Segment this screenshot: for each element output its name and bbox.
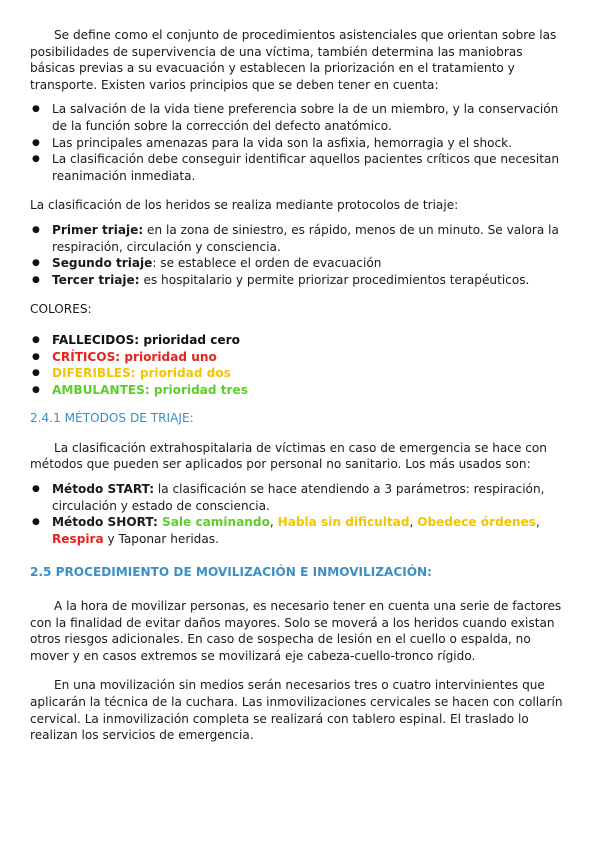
triage-intro: La clasificación de los heridos se realiza mediante protocolos de triaje: xyxy=(30,198,459,213)
principles-list xyxy=(30,101,570,184)
method-text: la clasificación se hace atendiendo a 3 parámetros: respiración, circulación y estado de consciencia. xyxy=(52,482,545,513)
methods-list xyxy=(30,481,570,547)
color-label: CRÍTICOS: prioridad uno xyxy=(52,349,217,364)
color-item xyxy=(30,332,570,349)
section-heading-2-4-1: 2.4.1 MÉTODOS DE TRIAJE: xyxy=(30,411,194,426)
paragraph: A la hora de movilizar personas, es necesario tener en cuenta una serie de factores con la finalidad de evitar daños mayores. Solo se moverá a los heridos cuando existan otros riesgos adicionales. En caso de sospecha de lesión en el cuello o espalda, no mover y en casos extremos se movilizará eje cabeza-cuello-tronco rígido. xyxy=(30,599,562,663)
color-item xyxy=(30,349,570,366)
section-heading-2-5: 2.5 PROCEDIMIENTO DE MOVILIZACIÓN E INMOVILIZACIÓN: xyxy=(30,565,432,580)
triage-text: es hospitalario y permite priorizar procedimientos terapéuticos. xyxy=(139,272,530,287)
short-step: Obedece órdenes xyxy=(417,515,536,530)
list-item xyxy=(30,272,570,289)
methods-intro: La clasificación extrahospitalaria de víctimas en caso de emergencia se hace con métodos que pueden ser aplicados por personal no sanitario. Los más usados son: xyxy=(30,440,547,472)
color-item xyxy=(30,365,570,382)
method-term: Método SHORT: xyxy=(52,515,163,530)
short-step: Sale caminando xyxy=(162,515,270,530)
paragraph: En una movilización sin medios serán necesarios tres o cuatro intervinientes que aplicarán la técnica de la cuchara. Las inmovilizaciones cervicales se hacen con collarín cervical. La inmovilización completa se realizará con tablero espinal. El traslado lo realizan los servicios de emergencia. xyxy=(30,678,563,743)
list-item: ● Las principales amenazas para la vida son la asfixia, hemorragia y el shock. xyxy=(30,135,570,152)
color-item xyxy=(30,382,570,399)
color-label: AMBULANTES: prioridad tres xyxy=(52,382,248,397)
separator: , xyxy=(535,515,540,530)
colors-list xyxy=(30,332,570,398)
list-item xyxy=(30,222,570,255)
triage-term: Primer triaje: xyxy=(52,222,144,237)
color-label: DIFERIBLES: prioridad dos xyxy=(52,366,231,381)
short-step: Habla sin dificultad xyxy=(277,515,410,530)
method-text: y Taponar heridas. xyxy=(103,531,219,546)
triage-text: : se establece el orden de evacuación xyxy=(152,256,382,271)
separator: , xyxy=(269,515,278,530)
method-term: Método START: xyxy=(52,482,155,497)
list-item: ● La salvación de la vida tiene preferencia sobre la de un miembro, y la conservación de la función sobre la corrección del defecto anatómico. xyxy=(30,101,570,134)
intro-paragraph: Se define como el conjunto de procedimientos asistenciales que orientan sobre las posibilidades de supervivencia de una víctima, también determina las maniobras básicas previas a su evacuación y establecen la priorización en el tratamiento y transporte. Existen varios principios que se deben tener en cuenta: xyxy=(30,28,557,92)
triage-term: Segundo triaje xyxy=(52,256,153,271)
list-item: ● La clasificación debe conseguir identificar aquellos pacientes críticos que necesitan reanimación inmediata. xyxy=(30,151,570,184)
list-item xyxy=(30,514,570,547)
short-step: Respira xyxy=(52,531,104,546)
color-label: FALLECIDOS: prioridad cero xyxy=(52,332,240,347)
colors-label: COLORES: xyxy=(30,302,92,317)
triage-list xyxy=(30,222,570,288)
separator: , xyxy=(409,515,418,530)
list-item xyxy=(30,255,570,272)
triage-text: en la zona de siniestro, es rápido, menos de un minuto. Se valora la respiración, circulación y consciencia. xyxy=(52,222,559,254)
triage-term: Tercer triaje: xyxy=(52,272,140,287)
list-item xyxy=(30,481,570,514)
